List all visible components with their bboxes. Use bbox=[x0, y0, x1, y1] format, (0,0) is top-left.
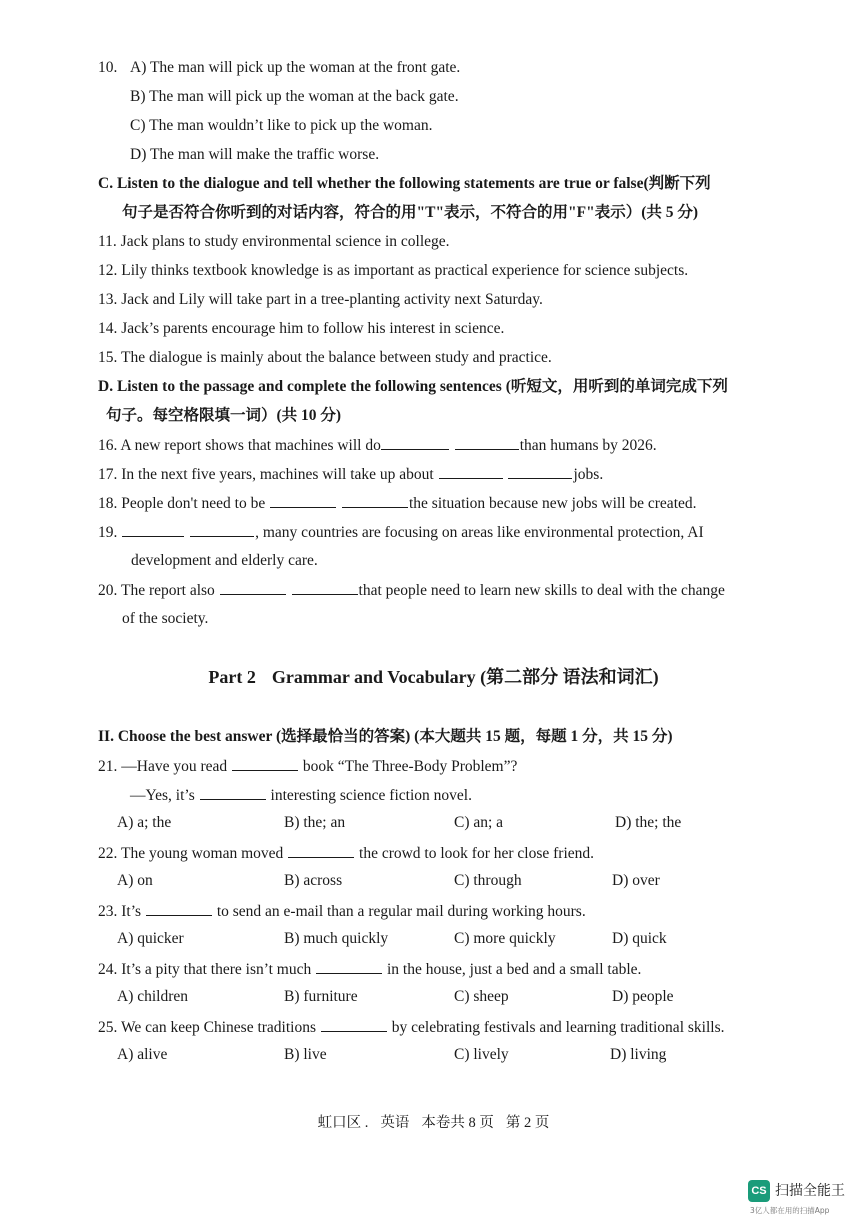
question-text: book “The Three-Body Problem”? bbox=[302, 758, 518, 775]
option-c[interactable]: C) an; a bbox=[454, 814, 504, 831]
answer-blank[interactable] bbox=[455, 435, 519, 450]
question-text: than humans by 2026. bbox=[519, 437, 657, 454]
question-text: jobs. bbox=[573, 466, 604, 483]
answer-blank[interactable] bbox=[508, 464, 572, 479]
footer-page-number: 第 2 页 bbox=[505, 1115, 550, 1131]
answer-blank[interactable] bbox=[200, 785, 266, 800]
question-text: interesting science fiction novel. bbox=[270, 787, 472, 804]
question-text: the situation because new jobs will be created. bbox=[408, 495, 697, 512]
question-24 bbox=[98, 959, 641, 980]
option-d[interactable]: D) people bbox=[612, 988, 674, 1005]
option-d[interactable]: D) over bbox=[612, 872, 660, 889]
q10-option-a: A) The man will pick up the woman at the front gate. bbox=[130, 59, 461, 76]
question-text: in the house, just a bed and a small table. bbox=[386, 961, 642, 978]
answer-blank[interactable] bbox=[146, 901, 212, 916]
option-a[interactable]: A) on bbox=[117, 872, 153, 889]
answer-blank[interactable] bbox=[381, 435, 449, 450]
statement-13: 13. Jack and Lily will take part in a tree-planting activity next Saturday. bbox=[98, 291, 543, 308]
question-18 bbox=[98, 493, 697, 514]
section-d-heading: D. Listen to the passage and complete the following sentences (听短文，用听到的单词完成下列 bbox=[98, 378, 728, 395]
question-text: 22. The young woman moved bbox=[98, 845, 284, 862]
option-c[interactable]: C) lively bbox=[454, 1046, 509, 1063]
question-text: 18. People don't need to be bbox=[98, 495, 266, 512]
option-d[interactable]: D) living bbox=[610, 1046, 667, 1063]
answer-blank[interactable] bbox=[439, 464, 503, 479]
q10-option-d: D) The man will make the traffic worse. bbox=[130, 146, 380, 163]
question-number: 10. bbox=[98, 59, 118, 76]
question-text: —Yes, it’s bbox=[130, 787, 195, 804]
option-a[interactable]: A) children bbox=[117, 988, 189, 1005]
question-text: , many countries are focusing on areas like environmental protection, AI bbox=[255, 524, 704, 541]
question-text: 20. The report also bbox=[98, 582, 215, 599]
footer-total-pages: 本卷共 8 页 bbox=[421, 1115, 494, 1131]
section-ii-heading: II. Choose the best answer (选择最恰当的答案) (本大题共 15 题，每题 1 分，共 15 分) bbox=[98, 728, 673, 745]
page-footer bbox=[0, 1113, 867, 1133]
question-text: 24. It’s a pity that there isn’t much bbox=[98, 961, 312, 978]
question-text: 16. A new report shows that machines will do bbox=[98, 437, 381, 454]
question-20 bbox=[98, 580, 725, 601]
section-c-heading: C. Listen to the dialogue and tell whether the following statements are true or false(判断下列 bbox=[98, 175, 711, 192]
question-text: that people need to learn new skills to deal with the change bbox=[358, 582, 725, 599]
question-text: 19. bbox=[98, 524, 118, 541]
question-text: 25. We can keep Chinese traditions bbox=[98, 1019, 316, 1036]
option-a[interactable]: A) a; the bbox=[117, 814, 172, 831]
answer-blank[interactable] bbox=[220, 580, 286, 595]
q10-option-c: C) The man wouldn’t like to pick up the woman. bbox=[130, 117, 433, 134]
option-b[interactable]: B) across bbox=[284, 872, 343, 889]
answer-blank[interactable] bbox=[190, 522, 254, 537]
statement-14: 14. Jack’s parents encourage him to follow his interest in science. bbox=[98, 320, 505, 337]
option-c[interactable]: C) more quickly bbox=[454, 930, 556, 947]
footer-subject: 英语 bbox=[380, 1115, 410, 1131]
part-name: Grammar and Vocabulary (第二部分 语法和词汇) bbox=[271, 667, 659, 687]
question-22 bbox=[98, 843, 594, 864]
answer-blank[interactable] bbox=[232, 756, 298, 771]
question-23 bbox=[98, 901, 586, 922]
question-text: the crowd to look for her close friend. bbox=[359, 845, 595, 862]
answer-blank[interactable] bbox=[316, 959, 382, 974]
question-10 bbox=[98, 58, 117, 78]
option-c[interactable]: C) sheep bbox=[454, 988, 509, 1005]
question-21 bbox=[98, 756, 517, 777]
answer-blank[interactable] bbox=[292, 580, 358, 595]
watermark-tagline: 3亿人都在用的扫描App bbox=[750, 1206, 830, 1215]
part-label: Part 2 bbox=[208, 667, 256, 687]
question-16 bbox=[98, 435, 657, 456]
section-c-heading-cont: 句子是否符合你听到的对话内容，符合的用"T"表示，不符合的用"F"表示）(共 5 分) bbox=[122, 204, 699, 221]
option-a[interactable]: A) alive bbox=[117, 1046, 168, 1063]
question-21-reply bbox=[130, 785, 472, 806]
question-text: by celebrating festivals and learning traditional skills. bbox=[391, 1019, 725, 1036]
question-text: 17. In the next five years, machines will take up about bbox=[98, 466, 434, 483]
option-d[interactable]: D) the; the bbox=[615, 814, 682, 831]
option-b[interactable]: B) much quickly bbox=[284, 930, 389, 947]
option-c[interactable]: C) through bbox=[454, 872, 522, 889]
option-b[interactable]: B) the; an bbox=[284, 814, 346, 831]
answer-blank[interactable] bbox=[270, 493, 336, 508]
section-d-heading-cont: 句子。每空格限填一词）(共 10 分) bbox=[106, 407, 342, 424]
statement-12: 12. Lily thinks textbook knowledge is as important as practical experience for science subjects. bbox=[98, 262, 689, 279]
option-a[interactable]: A) quicker bbox=[117, 930, 184, 947]
answer-blank[interactable] bbox=[321, 1017, 387, 1032]
option-d[interactable]: D) quick bbox=[612, 930, 667, 947]
statement-11: 11. Jack plans to study environmental science in college. bbox=[98, 233, 450, 250]
question-20-cont: of the society. bbox=[122, 610, 209, 627]
question-25 bbox=[98, 1017, 724, 1038]
answer-blank[interactable] bbox=[342, 493, 408, 508]
answer-blank[interactable] bbox=[288, 843, 354, 858]
part-2-title bbox=[0, 665, 867, 689]
watermark-name: 扫描全能王 bbox=[775, 1183, 845, 1199]
question-17 bbox=[98, 464, 603, 485]
question-text: to send an e-mail than a regular mail during working hours. bbox=[216, 903, 586, 920]
question-19 bbox=[98, 522, 704, 543]
answer-blank[interactable] bbox=[122, 522, 184, 537]
scanner-watermark bbox=[748, 1178, 863, 1218]
question-text: 23. It’s bbox=[98, 903, 142, 920]
option-b[interactable]: B) live bbox=[284, 1046, 327, 1063]
question-19-cont: development and elderly care. bbox=[131, 552, 318, 569]
camscanner-logo-icon: CS bbox=[748, 1180, 770, 1202]
footer-district: 虹口区 . bbox=[317, 1115, 369, 1131]
question-text: 21. —Have you read bbox=[98, 758, 228, 775]
q10-option-b: B) The man will pick up the woman at the back gate. bbox=[130, 88, 459, 105]
statement-15: 15. The dialogue is mainly about the balance between study and practice. bbox=[98, 349, 552, 366]
option-b[interactable]: B) furniture bbox=[284, 988, 358, 1005]
